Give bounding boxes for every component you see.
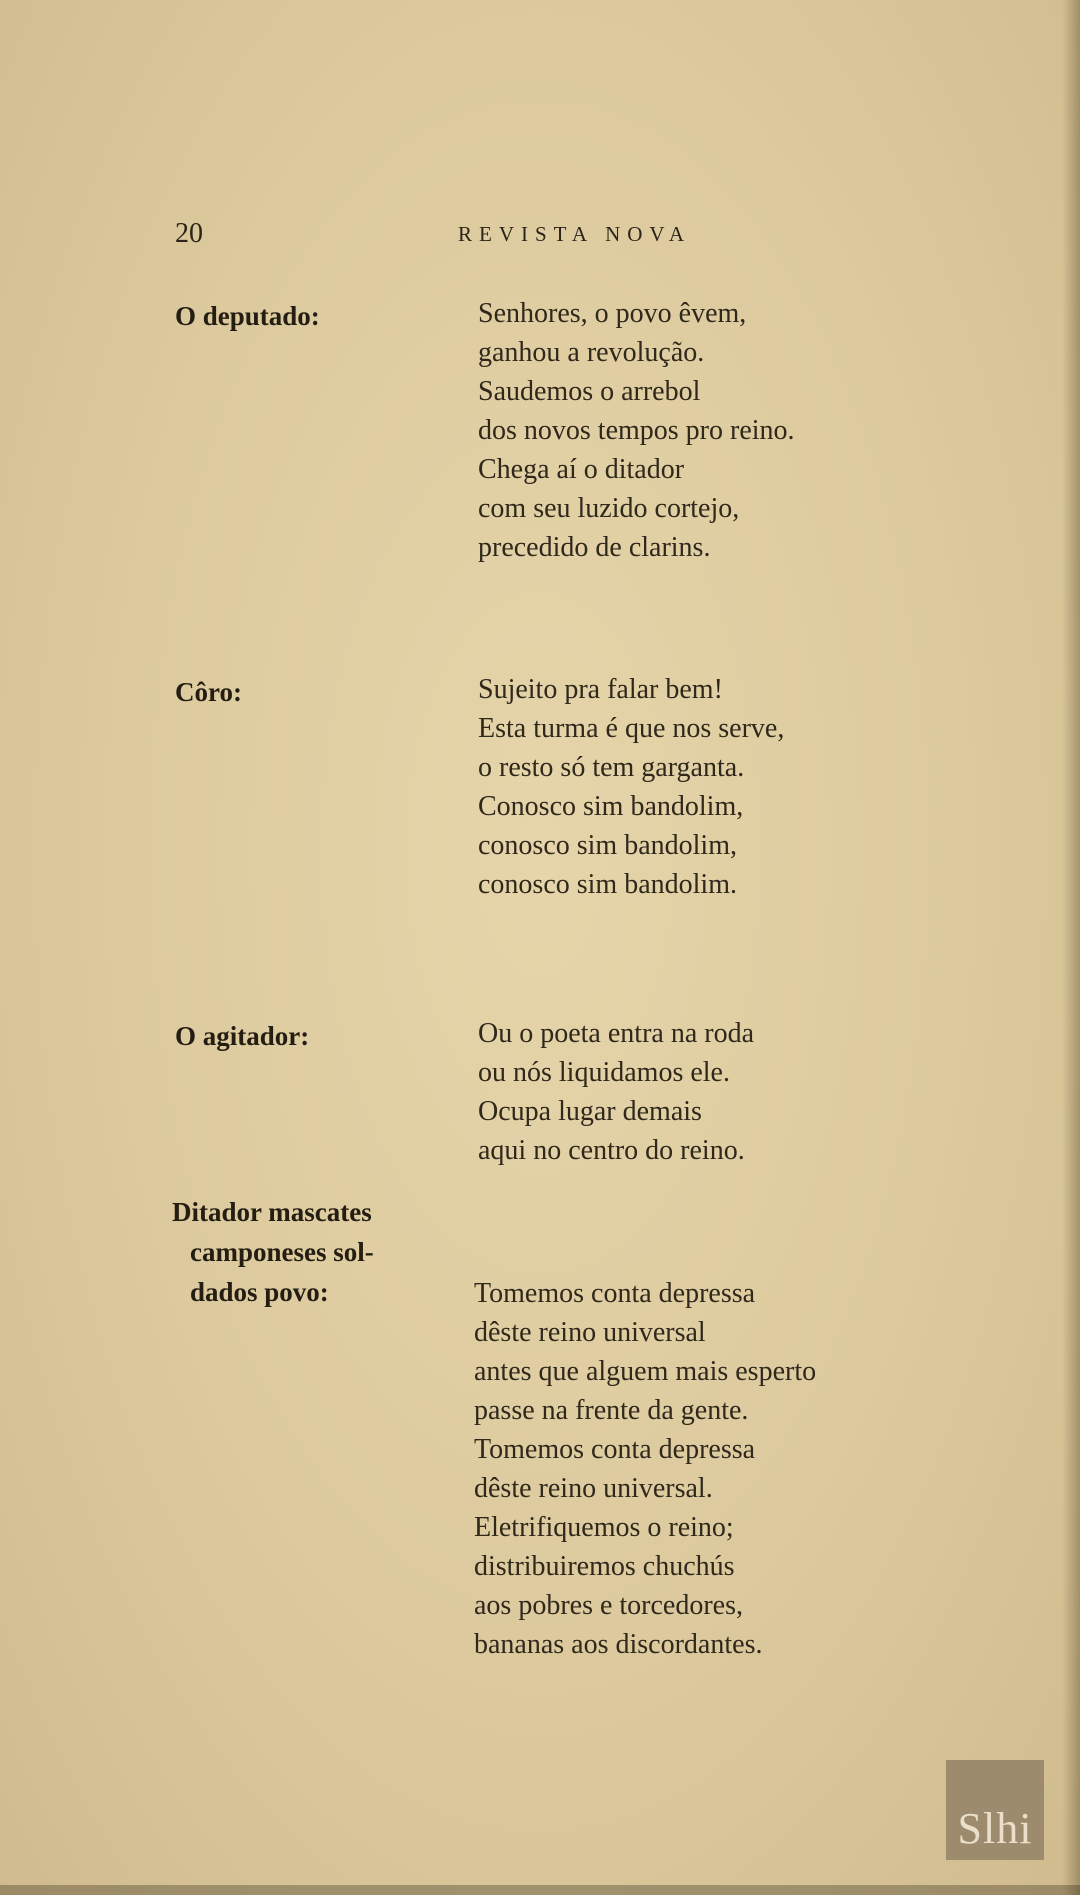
verse-line: Eletrifiquemos o reino; — [474, 1512, 734, 1543]
verse-line: aqui no centro do reino. — [478, 1135, 745, 1166]
verse-line: passe na frente da gente. — [474, 1395, 749, 1426]
speaker-line: O deputado: — [175, 301, 320, 331]
verse-line: conosco sim bandolim, — [478, 830, 737, 861]
verse-line: distribuiremos chuchús — [474, 1551, 735, 1582]
verse-ditador-grupo — [474, 1274, 816, 1664]
verse-line: aos pobres e torcedores, — [474, 1590, 744, 1621]
speaker-coro — [175, 672, 242, 712]
verse-line: Ou o poeta entra na roda — [478, 1018, 754, 1049]
verse-line: dos novos tempos pro reino. — [478, 415, 795, 446]
verse-line: dêste reino universal. — [474, 1473, 713, 1504]
speaker-agitador — [175, 1016, 309, 1056]
speaker-line: Ditador mascates — [172, 1197, 372, 1227]
watermark-logo: Slhi — [946, 1760, 1044, 1860]
verse-line: Conosco sim bandolim, — [478, 791, 744, 822]
speaker-deputado — [175, 296, 320, 336]
verse-deputado — [478, 294, 795, 567]
running-head: REVISTA NOVA — [458, 222, 692, 246]
verse-line: o resto só tem garganta. — [478, 752, 745, 783]
verse-agitador — [478, 1014, 754, 1170]
speaker-line: O agitador: — [175, 1021, 310, 1051]
speaker-ditador-grupo — [172, 1192, 374, 1312]
page-edge-shadow — [1062, 0, 1080, 1895]
verse-line: Chega aí o ditador — [478, 454, 685, 485]
verse-line: ganhou a revolução. — [478, 337, 705, 368]
verse-line: Senhores, o povo êvem, — [478, 298, 747, 329]
verse-line: Esta turma é que nos serve, — [478, 713, 785, 744]
verse-line: Tomemos conta depressa — [474, 1278, 756, 1309]
page-bottom-edge — [0, 1885, 1080, 1895]
verse-line: Tomemos conta depressa — [474, 1434, 756, 1465]
verse-line: antes que alguem mais esperto — [474, 1356, 817, 1387]
verse-line: dêste reino universal — [474, 1317, 706, 1348]
verse-line: com seu luzido cortejo, — [478, 493, 740, 524]
speaker-line: Côro: — [175, 677, 242, 707]
verse-line: Saudemos o arrebol — [478, 376, 701, 407]
verse-line: Sujeito pra falar bem! — [478, 674, 723, 705]
verse-line: conosco sim bandolim. — [478, 869, 737, 900]
verse-coro — [478, 670, 784, 904]
verse-line: precedido de clarins. — [478, 532, 711, 563]
verse-line: Ocupa lugar demais — [478, 1096, 702, 1127]
verse-line: ou nós liquidamos ele. — [478, 1057, 730, 1088]
verse-line: bananas aos discordantes. — [474, 1629, 763, 1660]
speaker-line: dados povo: — [190, 1277, 329, 1307]
speaker-line: camponeses sol- — [190, 1237, 374, 1267]
page-number: 20 — [175, 218, 203, 249]
